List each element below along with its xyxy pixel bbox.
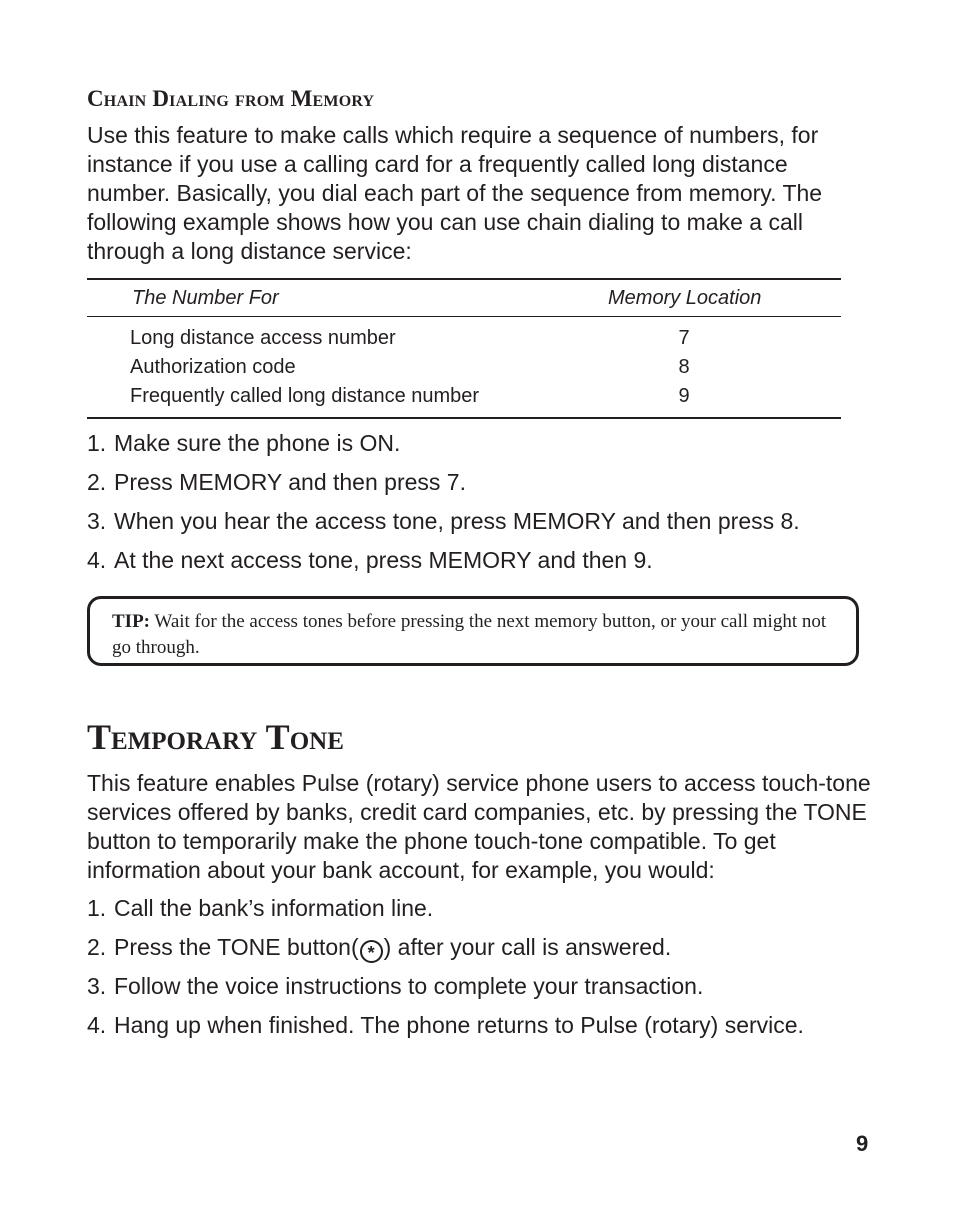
table-row: [87, 385, 841, 414]
table-rule-top: [87, 278, 841, 280]
step-text-before: Press the TONE button(: [114, 934, 359, 960]
temporary-tone-intro: This feature enables Pulse (rotary) service phone users to access touch-tone services offered by banks, credit card companies, etc. by pressing the TONE button to temporarily make the phone touch-tone compatible. To get information about your bank account, for example, you would:: [87, 770, 871, 883]
step-text: Call the bank’s information line.: [114, 895, 434, 921]
table-header-number-for: The Number For: [132, 287, 279, 309]
section-heading-temporary-tone: Temporary Tone: [87, 717, 344, 757]
step-text-after: ) after your call is answered.: [383, 934, 672, 960]
list-item: [87, 1011, 804, 1050]
step-number: 4.: [87, 1012, 107, 1038]
step-text: Hang up when finished. The phone returns to Pulse (rotary) service.: [114, 1012, 804, 1038]
step-text: Make sure the phone is ON.: [114, 430, 401, 456]
temporary-tone-steps: [87, 894, 804, 1050]
step-number: 1.: [87, 895, 107, 921]
chain-dialing-intro: Use this feature to make calls which require a sequence of numbers, for instance if you use a calling card for a frequently called long distance number. Basically, you dial each part of the sequence from memory. The following example shows how you can use chain dialing to make a call through a long distance service:: [87, 122, 823, 264]
list-item: [87, 468, 800, 507]
step-number: 4.: [87, 547, 107, 573]
table-cell-location: 9: [678, 385, 690, 407]
table-cell-location: 7: [678, 327, 690, 349]
list-item: [87, 972, 804, 1011]
step-number: 2.: [87, 469, 107, 495]
step-number: 3.: [87, 973, 107, 999]
step-number: 1.: [87, 430, 107, 456]
table-cell-label: Frequently called long distance number: [130, 385, 480, 407]
table-rule-header: [87, 316, 841, 317]
table-cell-location: 8: [678, 356, 690, 378]
step-text: When you hear the access tone, press MEMORY and then press 8.: [114, 508, 800, 534]
table-cell-label: Authorization code: [130, 356, 296, 378]
tip-text: [112, 609, 842, 661]
list-item: [87, 546, 800, 585]
memory-location-table: [87, 278, 841, 419]
step-number: 2.: [87, 934, 107, 960]
tip-body: Wait for the access tones before pressing the next memory button, or your call might not go through.: [112, 611, 827, 658]
table-rule-bottom: [87, 417, 841, 419]
step-text: Press MEMORY and then press 7.: [114, 469, 466, 495]
section-heading-chain-dialing: Chain Dialing from Memory: [87, 86, 375, 111]
tip-label: TIP:: [112, 611, 150, 632]
tip-box: [87, 596, 859, 666]
list-item: [87, 933, 804, 972]
step-number: 3.: [87, 508, 107, 534]
list-item: [87, 894, 804, 933]
page-number: 9: [856, 1131, 869, 1156]
list-item: [87, 429, 800, 468]
table-cell-label: Long distance access number: [130, 327, 396, 349]
table-header-memory-location: Memory Location: [608, 287, 762, 309]
table-row: [87, 327, 841, 356]
step-text: At the next access tone, press MEMORY and then 9.: [114, 547, 653, 573]
chain-dialing-steps: [87, 429, 800, 585]
step-text: Follow the voice instructions to complete your transaction.: [114, 973, 704, 999]
table-row: [87, 356, 841, 385]
list-item: [87, 507, 800, 546]
tone-key-icon: *: [360, 940, 383, 963]
